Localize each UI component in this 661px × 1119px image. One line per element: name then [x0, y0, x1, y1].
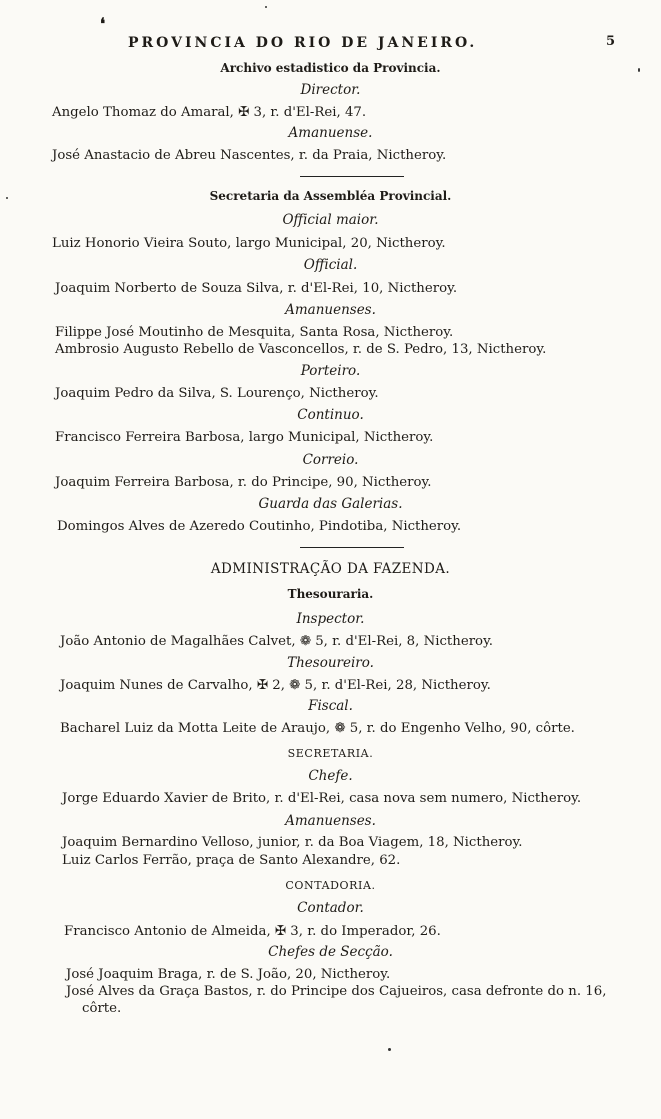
role-heading: Amanuenses. [285, 302, 376, 318]
role-heading: Director. [300, 82, 361, 98]
role-heading: Official. [303, 257, 358, 273]
entry-line: João Antonio de Magalhães Calvet, ❁ 5, r. d'El-Rei, 8, Nictheroy. [60, 634, 494, 649]
role-heading: Amanuense. [288, 125, 373, 141]
subsection-title-thesouraria: Thesouraria. [287, 587, 374, 601]
page-title: PROVINCIA DO RIO DE JANEIRO. [128, 35, 478, 51]
entry-line: Luiz Carlos Ferrão, praça de Santo Alexandre, 62. [62, 853, 401, 868]
section-title-secretaria-assemblea: Secretaria da Assembléa Provincial. [209, 189, 452, 203]
subsection-label-secretaria: SECRETARIA. [287, 747, 374, 760]
entry-line: José Joaquim Braga, r. de S. João, 20, Nictheroy. [66, 967, 391, 982]
entry-line: Jorge Eduardo Xavier de Brito, r. d'El-Rei, casa nova sem numero, Nictheroy. [62, 791, 582, 806]
section-divider [300, 176, 404, 177]
page-number: 5 [606, 34, 616, 49]
entry-line: Francisco Ferreira Barbosa, largo Municipal, Nictheroy. [55, 430, 434, 445]
entry-line: Luiz Honorio Vieira Souto, largo Municipal, 20, Nictheroy. [52, 236, 446, 251]
section-title-fazenda: ADMINISTRAÇÃO DA FAZENDA. [210, 561, 451, 577]
role-heading: Continuo. [297, 407, 364, 423]
entry-line: Joaquim Bernardino Velloso, junior, r. da Boa Viagem, 18, Nictheroy. [62, 835, 523, 850]
entry-line: Filippe José Moutinho de Mesquita, Santa Rosa, Nictheroy. [55, 325, 454, 340]
section-divider [300, 547, 404, 548]
entry-line: Joaquim Pedro da Silva, S. Lourenço, Nictheroy. [55, 386, 379, 401]
role-heading: Chefes de Secção. [268, 944, 393, 960]
role-heading: Correio. [302, 452, 359, 468]
entry-line: Joaquim Ferreira Barbosa, r. do Principe, 90, Nictheroy. [55, 475, 432, 490]
entry-line: Ambrosio Augusto Rebello de Vasconcellos, r. de S. Pedro, 13, Nictheroy. [55, 342, 547, 357]
role-heading: Chefe. [308, 768, 353, 784]
ink-speck [388, 1048, 391, 1051]
role-heading: Contador. [297, 900, 364, 916]
entry-line: José Alves da Graça Bastos, r. do Principe dos Cajueiros, casa defronte do n. 16, [66, 984, 607, 999]
entry-line: Joaquim Norberto de Souza Silva, r. d'El-Rei, 10, Nictheroy. [55, 281, 458, 296]
ink-mark: ❛ [100, 14, 106, 33]
subsection-label-contadoria: CONTADORIA. [285, 879, 376, 892]
entry-line: Francisco Antonio de Almeida, ✠ 3, r. do Imperador, 26. [64, 924, 441, 939]
entry-line: José Anastacio de Abreu Nascentes, r. da Praia, Nictheroy. [52, 148, 447, 163]
entry-line-continuation: côrte. [82, 1001, 122, 1016]
role-heading: Fiscal. [308, 698, 353, 714]
role-heading: Amanuenses. [285, 813, 376, 829]
role-heading: Inspector. [296, 611, 365, 627]
section-title-archivo: Archivo estadistico da Provincia. [220, 61, 441, 75]
ink-speck [265, 6, 267, 8]
entry-line: Bacharel Luiz da Motta Leite de Araujo, ❁ 5, r. do Engenho Velho, 90, côrte. [60, 721, 575, 736]
entry-line: Angelo Thomaz do Amaral, ✠ 3, r. d'El-Rei, 47. [52, 105, 367, 120]
role-heading: Guarda das Galerias. [258, 496, 403, 512]
role-heading: Official maior. [282, 212, 379, 228]
entry-line: Domingos Alves de Azeredo Coutinho, Pindotiba, Nictheroy. [57, 519, 462, 534]
role-heading: Thesoureiro. [287, 655, 374, 671]
entry-line: Joaquim Nunes de Carvalho, ✠ 2, ❁ 5, r. d'El-Rei, 28, Nictheroy. [60, 678, 491, 693]
role-heading: Porteiro. [300, 363, 361, 379]
